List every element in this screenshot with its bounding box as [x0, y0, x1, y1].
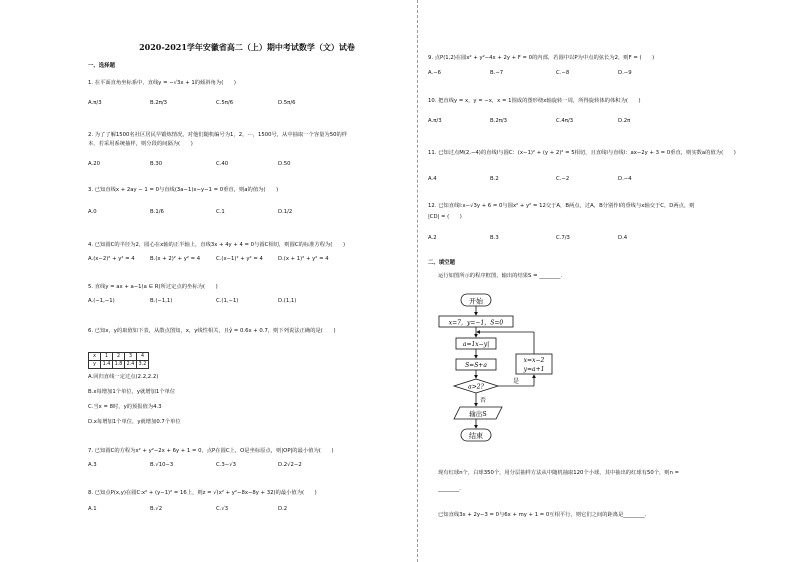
flow-update2-label: y=a+1: [523, 366, 545, 373]
table-row: [89, 361, 149, 369]
option-a: A.1: [88, 506, 97, 512]
data-table: [88, 352, 149, 369]
question-5: 5. 直线y = ax + a−1(a ∈ R)所过定点的坐标为( ): [88, 284, 218, 290]
option-c: C.4π/3: [556, 118, 574, 124]
option-c: C.−2: [556, 176, 570, 182]
option-a: A.0: [88, 209, 97, 215]
option-b: B.(−1,1): [150, 298, 173, 304]
table-cell: 1: [101, 353, 113, 361]
option-d: D.2π: [618, 118, 631, 124]
option-a: A.3: [88, 462, 97, 468]
option-c: C.5π/6: [216, 100, 234, 106]
option-a: A.−6: [428, 70, 442, 76]
option-d: D.2: [278, 506, 288, 512]
option-a: A.(−1,−1): [88, 298, 115, 304]
question-6-option-a: A.回归直线一定过点(2.2,2.2): [88, 374, 159, 380]
option-d: D.−9: [618, 70, 632, 76]
program-flowchart: [436, 288, 556, 448]
fill-question-1: 运行如图所示的程序框图，输出的结果S = ________.: [438, 273, 563, 279]
option-c: C.(1,−1): [216, 298, 239, 304]
question-1: 1. 在平面直角坐标系中，直线y = −√3x + 1的倾斜角为( ): [88, 80, 236, 86]
question-2: 2. 为了了解1500名社区居民早锻炼情况，对他们随机编号为1，2，⋯，1500号，从中抽取一个容量为50的样: [88, 132, 348, 138]
option-b: B.3: [490, 235, 499, 241]
option-b: B.2π/3: [490, 118, 508, 124]
table-cell: 2: [113, 353, 125, 361]
question-12-line2: |CD| = ( ): [428, 214, 462, 220]
option-d: D.5π/6: [278, 100, 296, 106]
left-column: [88, 0, 406, 562]
option-d: D.50: [278, 161, 291, 167]
flow-yes-label: 是: [513, 378, 520, 385]
question-12: 12. 已知直线l:x−√3y + 6 = 0与圆x² + y² = 12交于A，B两点，过A，B分别作l的垂线与x轴交于C，D两点，则: [428, 203, 695, 209]
option-c: C.−8: [556, 70, 570, 76]
flow-step2-label: S=S+a: [465, 362, 487, 369]
question-10: 10. 把直线y = x，y = −x，x = 1围成的图形绕x轴旋转一周，所得旋转体的体积为( ): [428, 98, 641, 104]
flow-update1-label: x=x−2: [523, 357, 545, 364]
fill-question-3: 已知直线3x + 2y−3 = 0与6x + my + 1 = 0互相平行，则它们之间的距离是________.: [438, 512, 647, 518]
question-3: 3. 已知直线x + 2ay − 1 = 0与直线(3a−1)x−y−1 = 0垂直，则a的值为( ): [88, 187, 279, 193]
option-c: C.40: [216, 161, 229, 167]
flow-start-label: 开始: [469, 297, 483, 306]
table-row: [89, 353, 149, 361]
option-a: A.4: [428, 176, 437, 182]
option-c: C.(x−1)² + y² = 4: [216, 256, 263, 262]
flow-init-label: x=7，y=−1，S=0: [448, 319, 504, 327]
option-c: C.1: [216, 209, 225, 215]
option-c: C.7/3: [556, 235, 570, 241]
option-d: D.4: [618, 235, 628, 241]
question-8: 8. 已知点P(x,y)在圆C:x² + (y−1)² = 16上，则z = √(x² + y²−8x−8y + 32)的最小值为( ): [88, 490, 317, 496]
right-column: [428, 0, 778, 562]
question-6-option-c: C.当x = 8时，y的预报值为4.3: [88, 404, 162, 410]
section-choice: 一、选择题: [88, 63, 115, 69]
option-c: C.3−√3: [216, 462, 236, 468]
flow-decision-label: a>2?: [468, 383, 484, 391]
table-cell: 2.4: [125, 361, 137, 369]
flow-no-label: 否: [480, 397, 487, 404]
question-11: 11. 已知过点M(2,−4)的直线l与圆C：(x−1)² + (y + 2)² = 5相切，且直线l与直线l：ax−2y + 3 = 0垂直，则实数a的值为( ): [428, 150, 736, 156]
option-b: B.√10−3: [150, 462, 174, 468]
table-cell: x: [89, 353, 101, 361]
option-a: A.(x−2)² + y² = 4: [88, 256, 135, 262]
option-d: D.2√2−2: [278, 462, 302, 468]
question-7: 7. 已知圆C的方程为x² + y²−2x + 6y + 1 = 0，点P在圆C上，O是坐标原点，则|OP|的最小值为( ): [88, 448, 334, 454]
flow-step1-label: a=1x−y|: [462, 341, 490, 348]
option-d: D.1/2: [278, 209, 293, 215]
table-cell: y: [89, 361, 101, 369]
question-6-option-b: B.x每增加1个单位，y就增加1个单位: [88, 389, 176, 395]
option-a: A.π/3: [88, 100, 102, 106]
question-6: 6. 已知x，y的取值如下表，从散点图知，x，y线性相关，且ŷ = 0.6x + 0.7，则下列说法正确的是( ): [88, 328, 336, 334]
column-divider: [417, 0, 418, 562]
fill-question-2-line2: ________.: [438, 486, 461, 492]
option-b: B.(x + 2)² + y² = 4: [150, 256, 201, 262]
option-d: D.−4: [618, 176, 632, 182]
option-d: D.(x + 1)² + y² = 4: [278, 256, 329, 262]
option-c: C.√3: [216, 506, 229, 512]
question-2-line2: 本，若采用系统抽样，则分段的间隔为( ): [88, 141, 193, 147]
table-cell: 3: [125, 353, 137, 361]
table-cell: 3.2: [137, 361, 149, 369]
fill-question-2: 现有红球n个，白球350个，用分层抽样方法从中随机抽取120个小球，其中抽出的红球有50个，则n =: [438, 470, 680, 476]
flow-output-label: 输出S: [469, 410, 487, 418]
section-fill: 二、填空题: [428, 260, 455, 266]
option-a: A.2: [428, 235, 437, 241]
option-b: B.1/6: [150, 209, 164, 215]
option-b: B.√2: [150, 506, 163, 512]
option-a: A.π/3: [428, 118, 442, 124]
option-b: B.2: [490, 176, 499, 182]
flow-end-label: 结束: [469, 432, 483, 440]
option-b: B.−7: [490, 70, 504, 76]
table-cell: 1.4: [101, 361, 113, 369]
question-4: 4. 已知圆C的半径为2，圆心在x轴的正半轴上，直线3x + 4y + 4 = 0与圆C相切，则圆C的标准方程为( ): [88, 242, 346, 248]
table-cell: 1.8: [113, 361, 125, 369]
table-cell: 4: [137, 353, 149, 361]
question-9: 9. 点P(1,2)在圆x² + y²−4x + 2y + F = 0的内部，若圆中以P为中点的弦长为2，则F = ( ): [428, 55, 655, 61]
option-b: B.30: [150, 161, 163, 167]
option-d: D.(1,1): [278, 298, 297, 304]
question-6-option-d: D.x每增加1个单位，y就增加0.7个单位: [88, 419, 181, 425]
option-a: A.20: [88, 161, 100, 167]
exam-title: 2020-2021学年安徽省高二（上）期中考试数学（文）试卷: [139, 42, 355, 52]
option-b: B.2π/3: [150, 100, 168, 106]
